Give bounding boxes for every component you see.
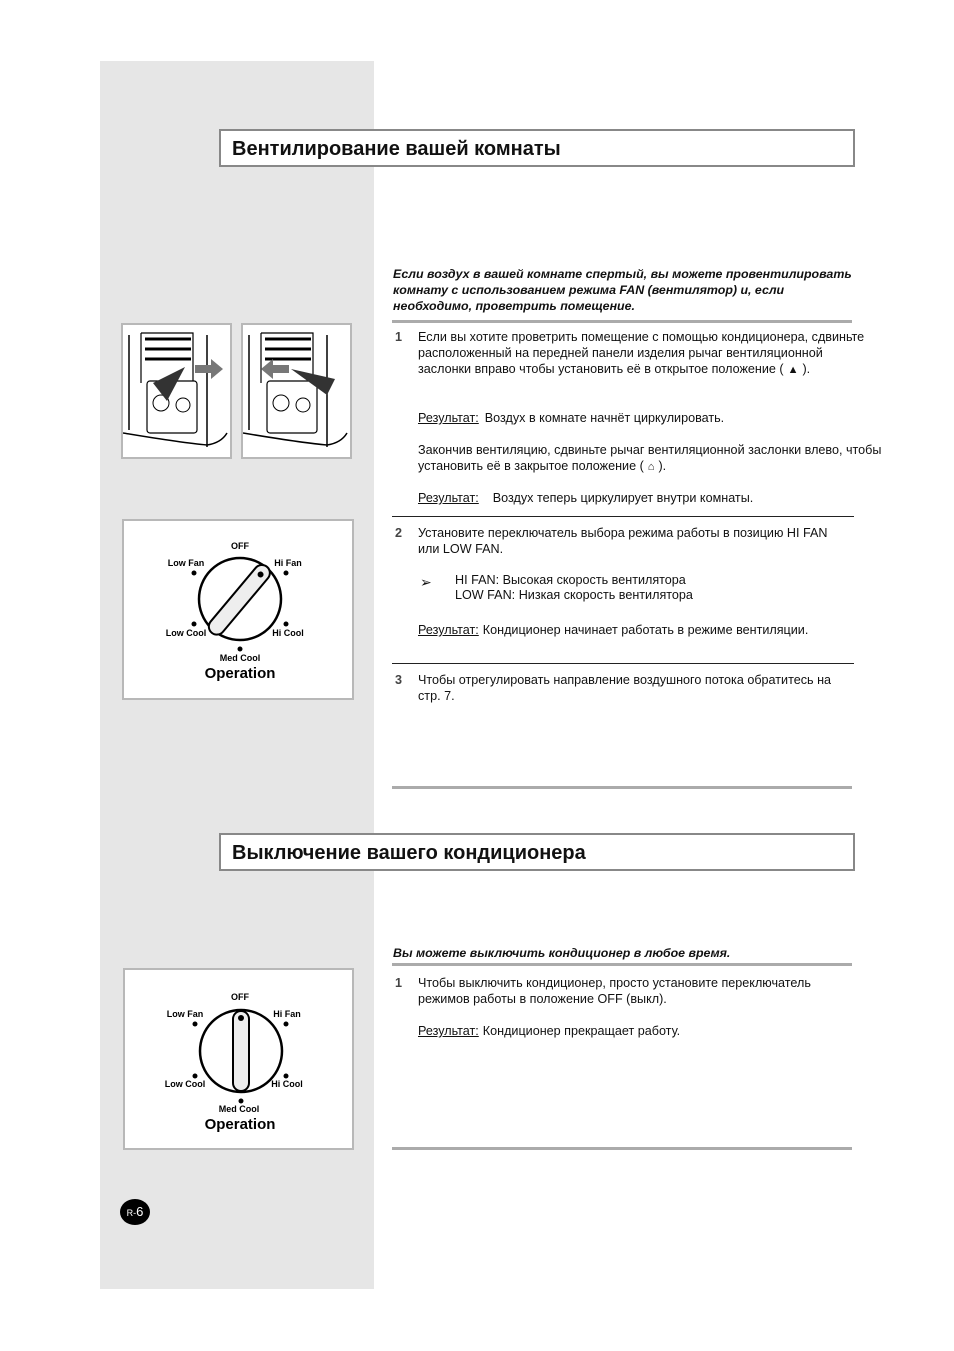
- svg-text:Operation: Operation: [204, 665, 276, 682]
- step-number: 3: [395, 673, 403, 687]
- step-number: 1: [395, 976, 403, 990]
- svg-text:Hi Cool: Hi Cool: [271, 1079, 303, 1089]
- step-2-result: Результат: Кондиционер начинает работать в режиме вентиляции.: [418, 623, 809, 637]
- section-title-text: Выключение вашего кондиционера: [232, 842, 586, 864]
- step-text: Чтобы выключить кондиционер, просто установите переключатель режимов работы в положение OFF (выкл).: [418, 976, 811, 1006]
- intro-ventilation: Если воздух в вашей комнате спертый, вы можете провентилировать комнату с использованием режима FAN (вентилятор) и, если необходимо, проветрить помещение.: [393, 267, 852, 313]
- svg-text:Low Fan: Low Fan: [166, 1009, 204, 1019]
- vent-open-illustration: [121, 323, 232, 459]
- operation-dial-fan: [122, 519, 354, 700]
- svg-text:Med Cool: Med Cool: [218, 1104, 260, 1114]
- svg-text:Hi Fan: Hi Fan: [274, 558, 302, 568]
- intro-switch-off: Вы можете выключить кондиционер в любое время.: [393, 946, 731, 960]
- svg-text:Operation: Operation: [204, 1116, 276, 1133]
- divider: [392, 1147, 852, 1150]
- svg-text:Low Cool: Low Cool: [164, 1079, 206, 1089]
- divider: [392, 786, 852, 789]
- step-1-switch-off-result: Результат: Кондиционер прекращает работу.: [418, 1024, 681, 1038]
- divider: [392, 963, 852, 966]
- svg-text:OFF: OFF: [231, 992, 249, 1002]
- svg-text:Med Cool: Med Cool: [219, 653, 261, 663]
- svg-text:OFF: OFF: [231, 541, 249, 551]
- vent-open-symbol-icon: ▲: [787, 364, 799, 376]
- operation-dial-icon: [124, 521, 352, 698]
- divider: [392, 663, 854, 664]
- divider: [392, 516, 854, 517]
- section-title-ventilation: [219, 129, 855, 167]
- step-text: Если вы хотите проветрить помещение с помощью кондиционера, сдвиньте расположенный на передней панели изделия рычаг вентиляционной заслонки вправо чтобы установить её в открытое положение ( ▲ ).: [418, 330, 865, 376]
- vent-open-icon: [123, 325, 230, 457]
- step-number: 1: [395, 330, 403, 344]
- section-title-text: Вентилирование вашей комнаты: [232, 138, 561, 160]
- step-text: Установите переключатель выбора режима работы в позицию HI FAN или LOW FAN.: [418, 526, 828, 556]
- step-1-close-instruction: Закончив вентиляцию, сдвиньте рычаг вентиляционной заслонки влево, чтобы установить её в закрытое положение ( ⌂ ).: [418, 443, 882, 473]
- vent-closed-illustration: [241, 323, 352, 459]
- step-number: 2: [395, 526, 403, 540]
- section-title-switch-off: [219, 833, 855, 871]
- page-number-badge: R-6: [120, 1199, 150, 1225]
- tip-arrow-icon: ➢: [420, 574, 432, 590]
- step-1-result: Результат: Воздух в комнате начнёт циркулировать.: [418, 411, 725, 425]
- step-1-result-2: Результат: Воздух теперь циркулирует внутри комнаты.: [418, 491, 754, 505]
- vent-closed-symbol-icon: ⌂: [647, 461, 655, 473]
- svg-text:Low Cool: Low Cool: [165, 628, 207, 638]
- svg-text:Low Fan: Low Fan: [167, 558, 205, 568]
- operation-dial-off: [123, 968, 354, 1150]
- divider: [392, 320, 852, 323]
- svg-text:Hi Cool: Hi Cool: [272, 628, 304, 638]
- vent-closed-icon: [243, 325, 350, 457]
- fan-speed-notes: HI FAN: Высокая скорость вентилятора LOW FAN: Низкая скорость вентилятора: [455, 573, 693, 602]
- svg-text:Hi Fan: Hi Fan: [273, 1009, 301, 1019]
- step-text: Чтобы отрегулировать направление воздушного потока обратитесь на стр. 7.: [418, 673, 832, 703]
- operation-dial-icon: [125, 970, 352, 1148]
